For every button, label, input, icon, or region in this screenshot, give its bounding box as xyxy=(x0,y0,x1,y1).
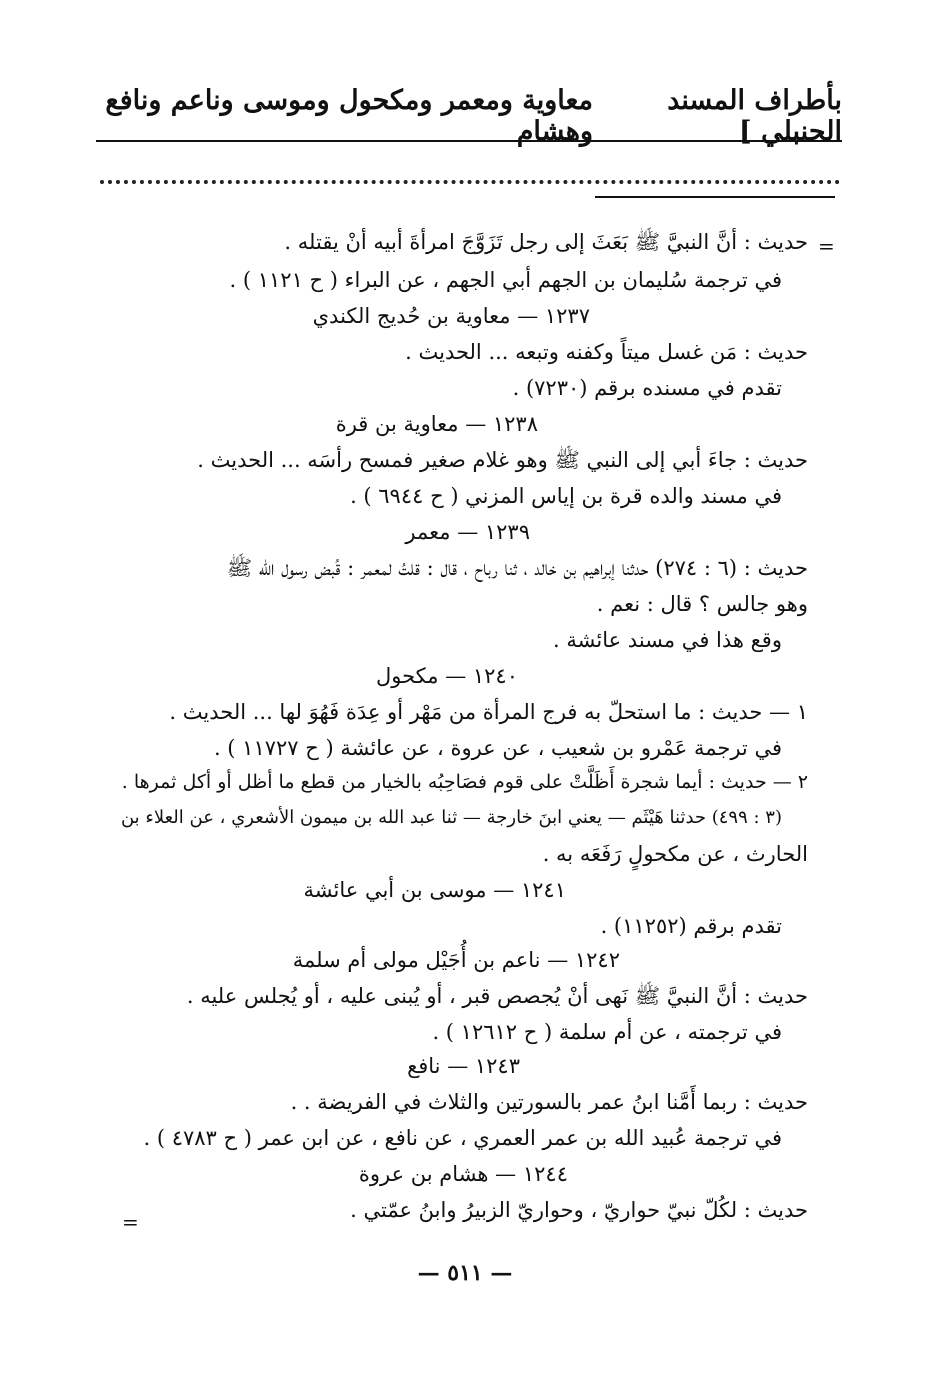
hadith-text-continued: وهو جالس ؟ قال : نعم . xyxy=(596,592,808,616)
short-separator xyxy=(595,196,835,198)
hadith-text: حديث : أنَّ النبيَّ ﷺ نَهى أنْ يُجصص قبر ، أو يُبنى عليه ، أو يُجلس عليه . xyxy=(186,984,808,1008)
source-reference: في ترجمة عُبيد الله بن عمر العمري ، عن نافع ، عن ابن عمر ( ح ٤٧٨٣ ) . xyxy=(143,1126,782,1150)
page-number: — ٥١١ — xyxy=(417,1260,513,1286)
hadith-text: ١ — حديث : ما استحلّ به فرج المرأة من مَهْر أو عِدَة فَهُوَ لها ... الحديث . xyxy=(169,700,808,724)
isnad-text-continued: الحارث ، عن مكحولٍ رَفَعَه به . xyxy=(542,842,808,866)
hadith-text: ٢ — حديث : أيما شجرة أَظَلَّتْ على قوم فصَاحِبُه بالخيار من قطع ما أظل أو أكل ثمرها . xyxy=(121,771,808,793)
hadith-text: حديث : مَن غسل ميتاً وكفنه وتبعه ... الحديث . xyxy=(405,340,808,364)
entry-heading: ١٢٣٧ — معاوية بن حُديج الكندي xyxy=(312,304,590,328)
hadith-text: حديث : لكُلّ نبيّ حواريّ ، وحواريّ الزبيرُ وابنُ عمّتي . xyxy=(350,1198,808,1222)
running-header xyxy=(96,85,842,147)
source-reference: في مسند والده قرة بن إياس المزني ( ح ٦٩٤٤ ) . xyxy=(350,484,782,508)
continuation-mark-bottom: = xyxy=(122,1210,139,1234)
entry-heading: ١٢٤٠ — مكحول xyxy=(376,664,518,688)
entry-heading: ١٢٣٩ — معمر xyxy=(405,520,530,544)
source-reference: في ترجمة سُليمان بن الجهم أبي الجهم ، عن البراء ( ح ١١٢١ ) . xyxy=(229,268,782,292)
hadith-text: حديث : (٦ : ٢٧٤) حدثنا إبراهيم بن خالد ، ثنا رباح ، قال : قلتُ لمعمر : قُبض رسول الله ﷺ xyxy=(226,556,808,580)
dotted-separator xyxy=(100,160,840,184)
entry-heading: ١٢٤٢ — ناعم بن أُجَيْل مولى أم سلمة xyxy=(292,948,620,972)
isnad-text: (٣ : ٤٩٩) حدثنا هَيْثَم — يعني ابنَ خارجة — ثنا عبد الله بن ميمون الأشعري ، عن العلاء بن xyxy=(120,807,782,828)
entry-heading: ١٢٤٣ — نافع xyxy=(407,1054,520,1078)
hadith-text: حديث : أنَّ النبيَّ ﷺ بَعَثَ إلى رجل تَزَوَّجَ امرأةَ أبيه أنْ يقتله . xyxy=(284,230,808,254)
header-rule xyxy=(96,140,842,142)
source-reference: في ترجمته ، عن أم سلمة ( ح ١٢٦١٢ ) . xyxy=(432,1020,782,1044)
entry-heading: ١٢٤١ — موسى بن أبي عائشة xyxy=(303,878,566,902)
source-reference: تقدم في مسنده برقم (٧٢٣٠) . xyxy=(512,376,782,400)
entry-heading: ١٢٣٨ — معاوية بن قرة xyxy=(335,412,538,436)
continuation-mark-top: = xyxy=(818,234,835,258)
source-reference: تقدم برقم (١١٢٥٢) . xyxy=(600,914,782,938)
hadith-text: حديث : ربما أَمَّنا ابنُ عمر بالسورتين والثلاث في الفريضة . . xyxy=(290,1090,808,1114)
entry-heading: ١٢٤٤ — هشام بن عروة xyxy=(358,1162,568,1186)
header-book-title: بأطراف المسند الحنبلي ] xyxy=(667,85,842,147)
source-reference: وقع هذا في مسند عائشة . xyxy=(553,628,782,652)
hadith-text: حديث : جاءَ أبي إلى النبي ﷺ وهو غلام صغير فمسح رأسَه ... الحديث . xyxy=(197,448,808,472)
header-chapter-names: معاوية ومعمر ومكحول وموسى وناعم ونافع وهشام xyxy=(105,85,594,147)
source-reference: في ترجمة عَمْرو بن شعيب ، عن عروة ، عن عائشة ( ح ١١٧٢٧ ) . xyxy=(213,736,782,760)
